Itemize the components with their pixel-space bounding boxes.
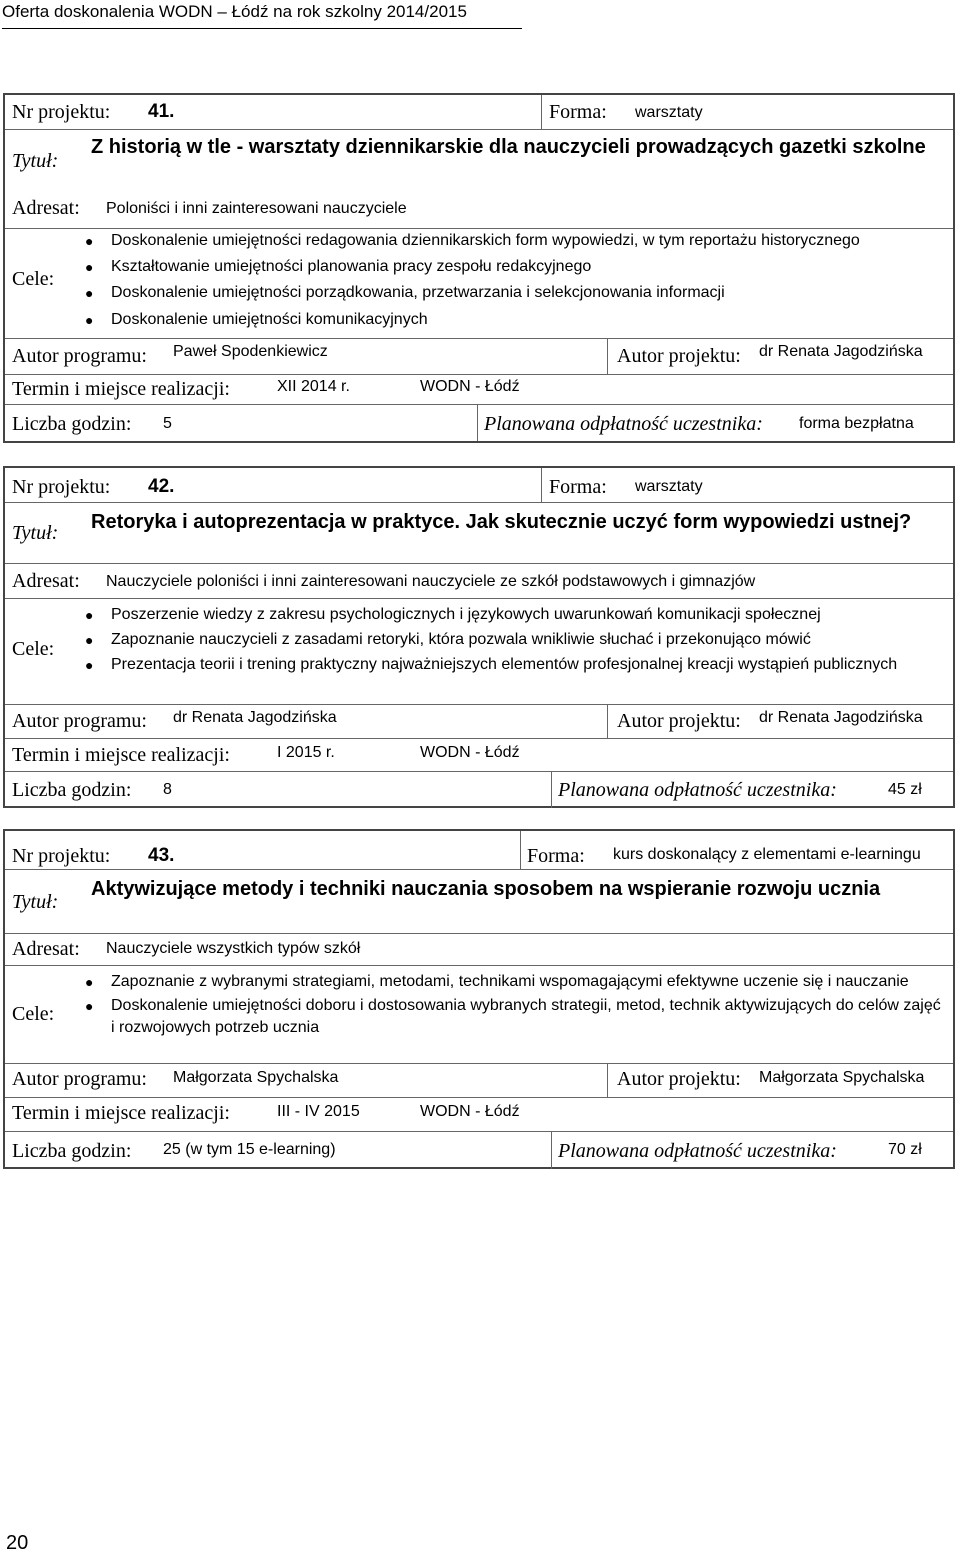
termin-label: Termin i miejsce realizacji: bbox=[12, 744, 230, 766]
miejsce-value: WODN - Łódź bbox=[420, 378, 520, 395]
odplatnosc-label: Planowana odpłatność uczestnika: bbox=[484, 413, 763, 435]
goals-list bbox=[81, 971, 941, 1039]
autor-projektu-value: dr Renata Jagodzińska bbox=[759, 343, 923, 360]
nr-label: Nr projektu: bbox=[12, 101, 111, 123]
forma-value: kurs doskonalący z elementami e-learningu bbox=[613, 846, 921, 863]
list-item: ● Poszerzenie wiedzy z zakresu psychologicznych i językowych uwarunkowań komunikacji społecznej bbox=[85, 606, 821, 623]
forma-label: Forma: bbox=[549, 101, 607, 123]
autor-programu-label: Autor programu: bbox=[12, 710, 147, 732]
cele-label: Cele: bbox=[12, 268, 55, 290]
autor-programu-label: Autor programu: bbox=[12, 345, 147, 367]
project-number: 41. bbox=[148, 101, 175, 122]
odplatnosc-value: forma bezpłatna bbox=[799, 415, 914, 432]
liczba-value: 8 bbox=[163, 781, 172, 798]
list-item: ● Doskonalenie umiejętności porządkowania, przetwarzania i selekcjonowania informacji bbox=[85, 284, 725, 301]
list-item: ● Doskonalenie umiejętności doboru i dostosowania wybranych strategii, metod, technik aktywizujących do celów zajęć i rozwojowych potrzeb ucznia bbox=[85, 997, 941, 1036]
goals-list bbox=[81, 230, 941, 331]
list-item: ● Doskonalenie umiejętności komunikacyjnych bbox=[85, 311, 428, 328]
forma-label: Forma: bbox=[527, 845, 585, 867]
nr-label: Nr projektu: bbox=[12, 476, 111, 498]
autor-programu-label: Autor programu: bbox=[12, 1068, 147, 1090]
odplatnosc-label: Planowana odpłatność uczestnika: bbox=[558, 1140, 837, 1162]
nr-label: Nr projektu: bbox=[12, 845, 111, 867]
autor-projektu-label: Autor projektu: bbox=[617, 345, 741, 367]
liczba-label: Liczba godzin: bbox=[12, 779, 132, 801]
adresat-value: Poloniści i inni zainteresowani nauczyciele bbox=[106, 200, 407, 217]
termin-value: I 2015 r. bbox=[277, 744, 335, 761]
adresat-value: Nauczyciele wszystkich typów szkół bbox=[106, 940, 361, 957]
autor-programu-value: Paweł Spodenkiewicz bbox=[173, 343, 328, 360]
adresat-label: Adresat: bbox=[12, 197, 80, 219]
autor-programu-value: dr Renata Jagodzińska bbox=[173, 709, 337, 726]
liczba-value: 5 bbox=[163, 415, 172, 432]
list-item: ● Zapoznanie z wybranymi strategiami, metodami, technikami wspomagającymi efektywne uczenie się i nauczanie bbox=[85, 973, 909, 990]
forma-value: warsztaty bbox=[635, 478, 703, 495]
project-title: Retoryka i autoprezentacja w praktyce. Jak skutecznie uczyć form wypowiedzi ustnej? bbox=[91, 511, 912, 533]
autor-projektu-value: Małgorzata Spychalska bbox=[759, 1069, 925, 1086]
list-item: ● Kształtowanie umiejętności planowania pracy zespołu redakcyjnego bbox=[85, 258, 592, 275]
odplatnosc-value: 45 zł bbox=[888, 781, 922, 798]
autor-projektu-label: Autor projektu: bbox=[617, 1068, 741, 1090]
project-card-43 bbox=[3, 829, 955, 1169]
document-header: Oferta doskonalenia WODN – Łódź na rok szkolny 2014/2015 bbox=[2, 2, 522, 29]
tytul-label: Tytuł: bbox=[12, 150, 59, 172]
tytul-label: Tytuł: bbox=[12, 522, 59, 544]
cele-label: Cele: bbox=[12, 1003, 55, 1025]
project-number: 42. bbox=[148, 476, 175, 497]
odplatnosc-value: 70 zł bbox=[888, 1141, 922, 1158]
liczba-value: 25 (w tym 15 e-learning) bbox=[163, 1141, 336, 1158]
forma-value: warsztaty bbox=[635, 104, 703, 121]
project-card-41 bbox=[3, 93, 955, 443]
termin-label: Termin i miejsce realizacji: bbox=[12, 1102, 230, 1124]
adresat-label: Adresat: bbox=[12, 938, 80, 960]
liczba-label: Liczba godzin: bbox=[12, 1140, 132, 1162]
list-item: ● Prezentacja teorii i trening praktyczny najważniejszych elementów profesjonalnej kreacji wystąpień publicznych bbox=[85, 656, 898, 673]
liczba-label: Liczba godzin: bbox=[12, 413, 132, 435]
project-title: Z historią w tle - warsztaty dziennikarskie dla nauczycieli prowadzących gazetki szkolne bbox=[91, 136, 926, 158]
miejsce-value: WODN - Łódź bbox=[420, 1103, 520, 1120]
forma-label: Forma: bbox=[549, 476, 607, 498]
adresat-value: Nauczyciele poloniści i inni zainteresowani nauczyciele ze szkół podstawowych i gimnazjów bbox=[106, 573, 756, 590]
autor-projektu-value: dr Renata Jagodzińska bbox=[759, 709, 923, 726]
project-title: Aktywizujące metody i techniki nauczania sposobem na wspieranie rozwoju ucznia bbox=[91, 878, 881, 900]
project-card-42 bbox=[3, 466, 955, 808]
page-number: 20 bbox=[6, 1532, 29, 1554]
odplatnosc-label: Planowana odpłatność uczestnika: bbox=[558, 779, 837, 801]
miejsce-value: WODN - Łódź bbox=[420, 744, 520, 761]
autor-programu-value: Małgorzata Spychalska bbox=[173, 1069, 339, 1086]
termin-value: III - IV 2015 bbox=[277, 1103, 360, 1120]
project-number: 43. bbox=[148, 845, 175, 866]
list-item: ● Zapoznanie nauczycieli z zasadami retoryki, która pozwala wnikliwie słuchać i przekonująco mówić bbox=[85, 631, 811, 648]
autor-projektu-label: Autor projektu: bbox=[617, 710, 741, 732]
list-item: ● Doskonalenie umiejętności redagowania dziennikarskich form wypowiedzi, w tym reportażu historycznego bbox=[85, 232, 860, 249]
goals-list bbox=[81, 604, 931, 676]
termin-value: XII 2014 r. bbox=[277, 378, 350, 395]
tytul-label: Tytuł: bbox=[12, 891, 59, 913]
adresat-label: Adresat: bbox=[12, 570, 80, 592]
termin-label: Termin i miejsce realizacji: bbox=[12, 378, 230, 400]
cele-label: Cele: bbox=[12, 638, 55, 660]
